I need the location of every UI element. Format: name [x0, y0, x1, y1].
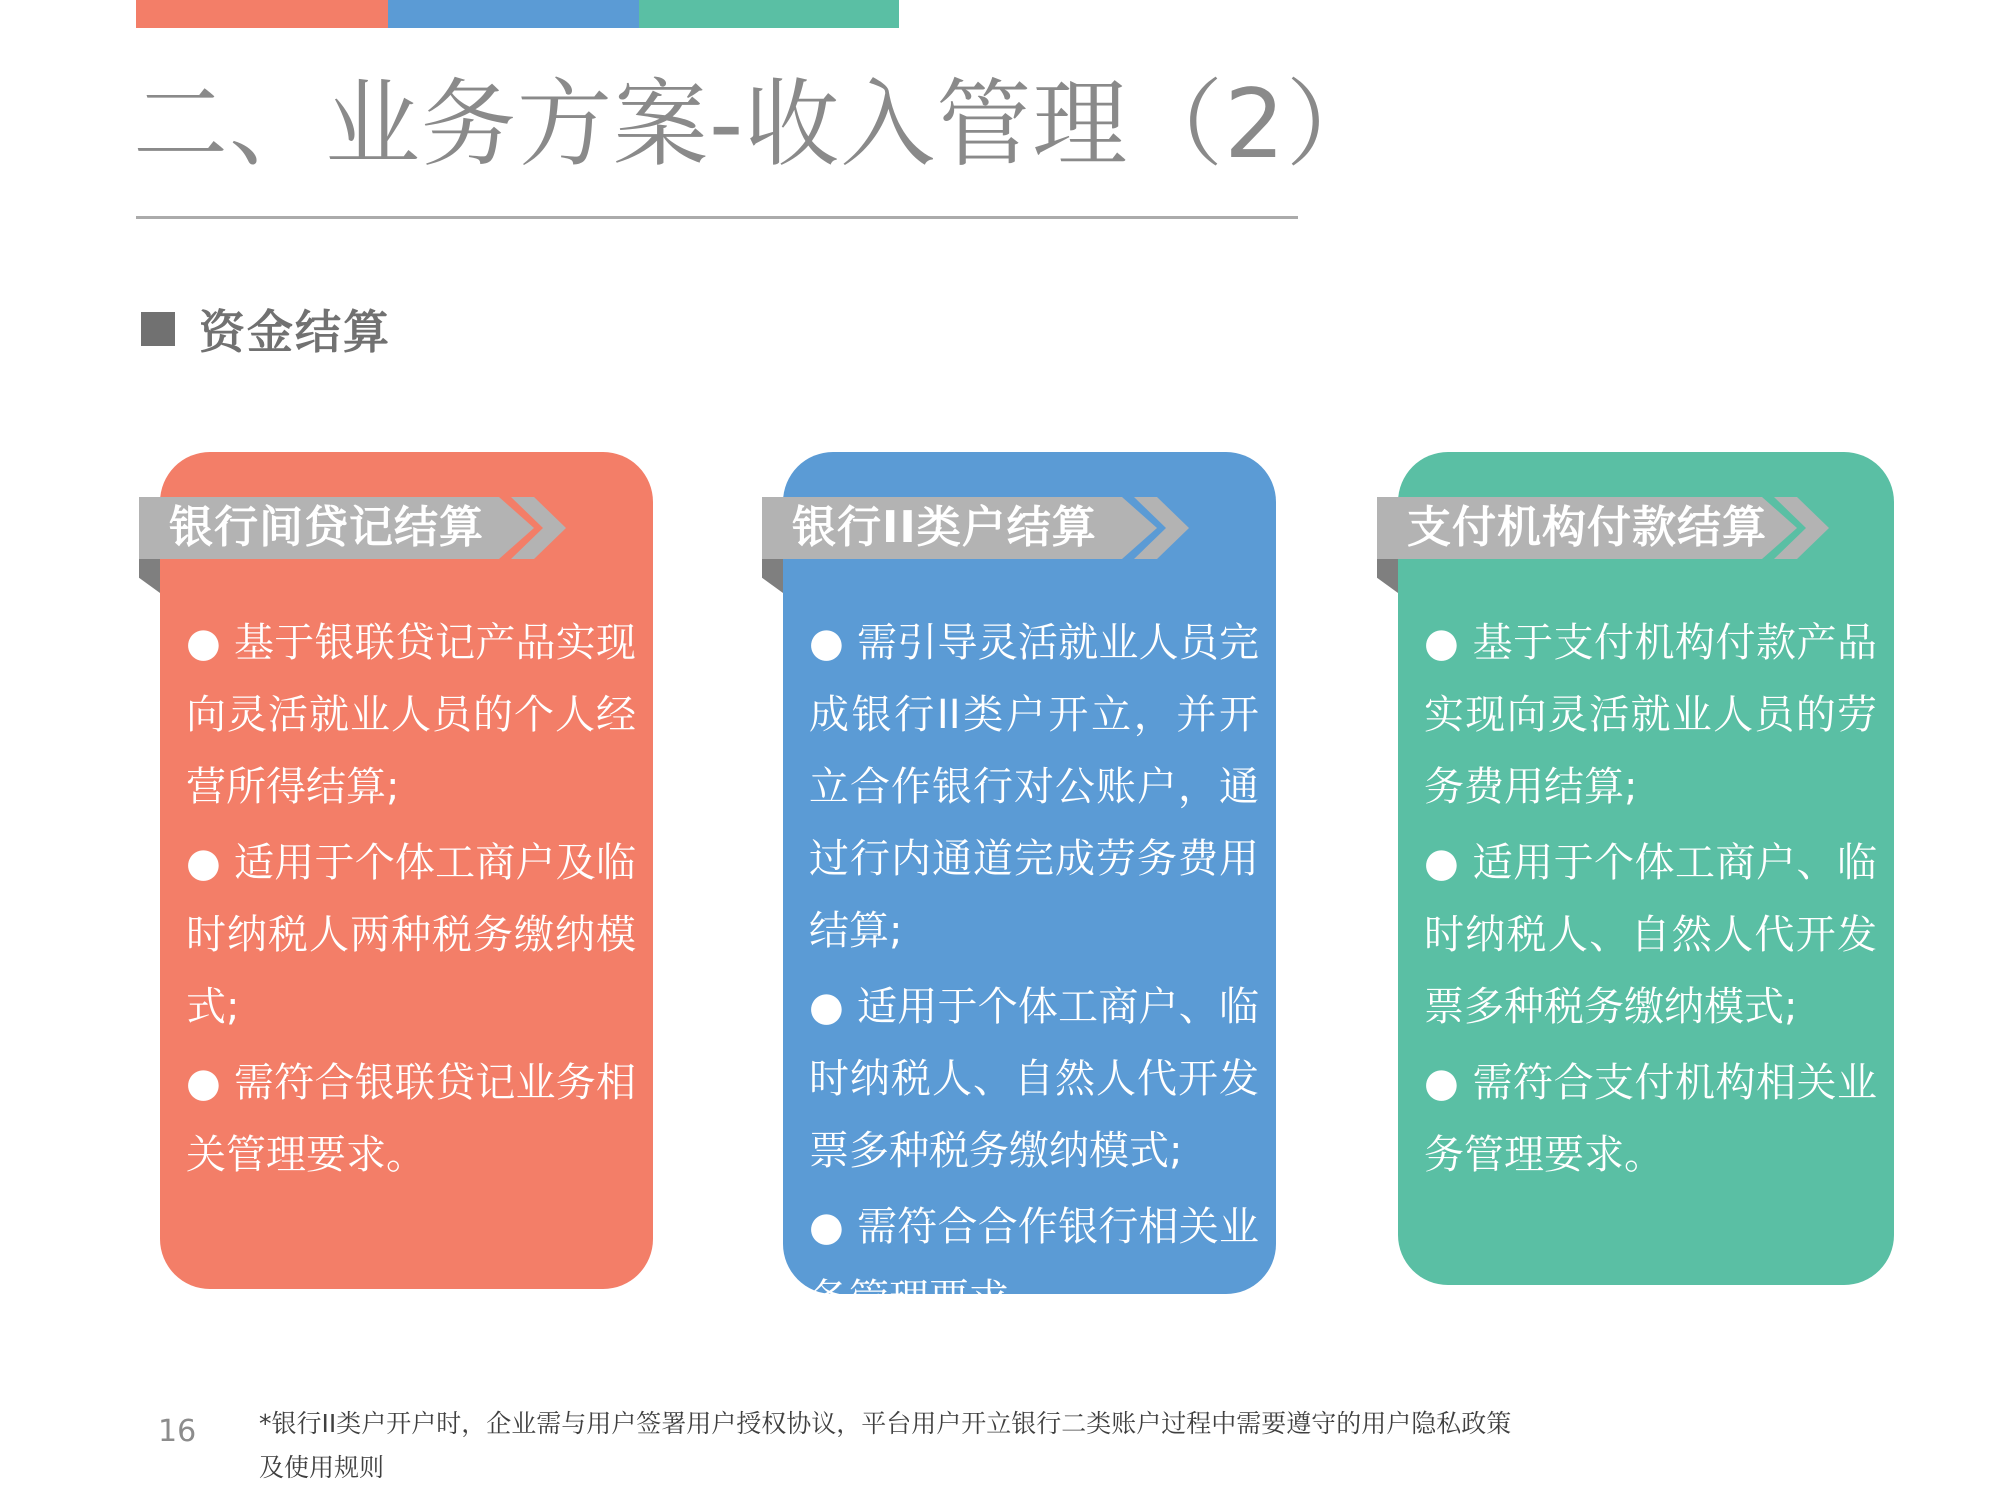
- bullet-item: ● 适用于个体工商户、临时纳税人、自然人代开发票多种税务缴纳模式;: [1424, 840, 1877, 1030]
- page-title: 二、业务方案-收入管理（2）: [133, 70, 1382, 180]
- card-bank-type2-account-settlement: [783, 452, 1276, 1322]
- bullet-item: ● 适用于个体工商户及临时纳税人两种税务缴纳模式;: [186, 840, 636, 1030]
- bullet-item: ● 需符合合作银行相关业务管理要求。: [809, 1204, 1259, 1322]
- accent-bar-blue: [388, 0, 639, 28]
- card-ribbon: [139, 497, 619, 597]
- title-underline: [136, 216, 1298, 219]
- bullet-item: ● 需引导灵活就业人员完成银行II类户开立，并开立合作银行对公账户，通过行内通道完成劳务费用结算;: [809, 620, 1259, 954]
- card-interbank-credit-settlement: [160, 452, 653, 1289]
- bullet-item: ● 需符合支付机构相关业务管理要求。: [1424, 1060, 1877, 1178]
- section-square-icon: [141, 312, 175, 346]
- card-title: 支付机构付款结算: [1407, 502, 1767, 553]
- card-title: 银行II类户结算: [792, 502, 1097, 553]
- section-heading: [141, 296, 391, 362]
- accent-bar-coral: [136, 0, 388, 28]
- ribbon-fold: [1377, 559, 1398, 593]
- ribbon-fold: [139, 559, 160, 593]
- card-ribbon: [1377, 497, 1857, 597]
- accent-bar-green: [639, 0, 899, 28]
- bullet-item: ● 需符合银联贷记业务相关管理要求。: [186, 1060, 636, 1178]
- page-number: 16: [158, 1414, 197, 1449]
- bullet-item: ● 适用于个体工商户、临时纳税人、自然人代开发票多种税务缴纳模式;: [809, 984, 1259, 1174]
- card-ribbon: [762, 497, 1242, 597]
- ribbon-fold: [762, 559, 783, 593]
- bullet-item: ● 基于支付机构付款产品实现向灵活就业人员的劳务费用结算;: [1424, 620, 1877, 810]
- footnote: *银行II类户开户时，企业需与用户签署用户授权协议，平台用户开立银行二类账户过程中需要遵守的用户隐私政策及使用规则: [259, 1409, 1512, 1482]
- card-body: [1424, 607, 1877, 1195]
- card-payment-institution-settlement: [1398, 452, 1894, 1285]
- bullet-item: ● 基于银联贷记产品实现向灵活就业人员的个人经营所得结算;: [186, 620, 636, 810]
- card-title: 银行间贷记结算: [169, 502, 484, 553]
- top-accent-bars: [136, 0, 899, 28]
- card-body: [186, 607, 636, 1195]
- card-body: [809, 607, 1259, 1339]
- section-title: 资金结算: [199, 305, 391, 359]
